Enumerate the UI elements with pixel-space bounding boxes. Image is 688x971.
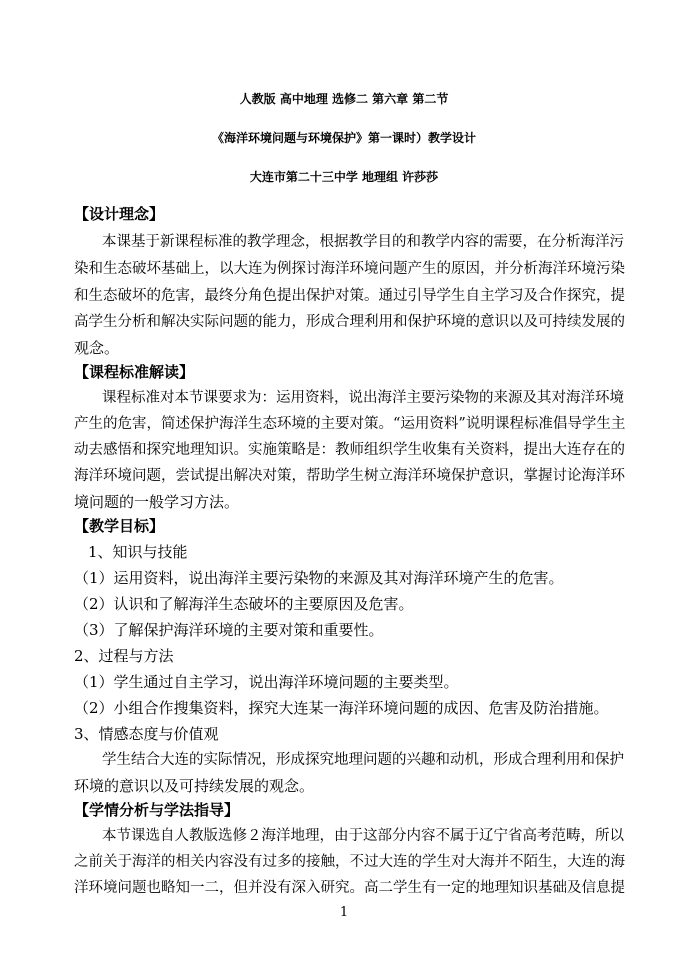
paragraph-line: 学生结合大连的实际情况，形成探究地理问题的兴趣和动机，形成合理利用和保护 [102, 752, 624, 768]
paragraph-line: 境问题的一般学习方法。 [74, 493, 240, 511]
section-heading-design-concept: 【设计理念】 [74, 205, 165, 223]
paragraph-line: 动去感悟和探究地理知识。实施策略是：教师组织学生收集有关资料，提出大连存在的 [74, 442, 625, 458]
paragraph-line: 高学生分析和解决实际问题的能力，形成合理利用和保护环境的意识以及可持续发展的 [74, 314, 625, 330]
list-item: （1）运用资料，说出海洋主要污染物的来源及其对海洋环境产生的危害。 [74, 569, 564, 587]
list-item: （1）学生通过自主学习，说出海洋环境问题的主要类型。 [74, 673, 459, 691]
subsection-title: 1、知识与技能 [88, 543, 188, 561]
paragraph-line: 课程标准对本节课要求为：运用资料，说出海洋主要污染物的来源及其对海洋环境 [102, 390, 624, 406]
title-line-3: 大连市第二十三中学 地理组 许莎莎 [249, 170, 439, 184]
paragraph-line: 染和生态破坏基础上，以大连为例探讨海洋环境问题产生的原因，并分析海洋环境污染 [74, 261, 625, 277]
subsection-title: 3、情感态度与价值观 [74, 725, 219, 743]
page-number: 1 [339, 905, 349, 920]
title-line-2: 《海洋环境问题与环境保护》第一课时）教学设计 [211, 131, 476, 145]
list-item: （2）小组合作搜集资料，探究大连某一海洋环境问题的成因、危害及防治措施。 [74, 699, 609, 717]
list-item: （3）了解保护海洋环境的主要对策和重要性。 [74, 621, 384, 639]
paragraph-line: 本节课选自人教版选修２海洋地理，由于这部分内容不属于辽宁省高考范畴，所以 [102, 828, 624, 844]
section-heading-objectives: 【教学目标】 [74, 517, 165, 535]
title-line-1: 人教版 高中地理 选修二 第六章 第二节 [239, 92, 449, 106]
paragraph-line: 观念。 [74, 339, 120, 357]
subsection-title: 2、过程与方法 [74, 647, 174, 665]
section-heading-standard: 【课程标准解读】 [74, 363, 195, 381]
paragraph-line: 洋环境问题也略知一二，但并没有深入研究。高二学生有一定的地理知识基础及信息提 [74, 880, 625, 896]
paragraph-line: 环境的意识以及可持续发展的观念。 [74, 777, 315, 795]
paragraph-line: 和生态破坏的危害，最终分角色提出保护对策。通过引导学生自主学习及合作探究，提 [74, 288, 625, 304]
paragraph-line: 之前关于海洋的相关内容没有过多的接触，不过大连的学生对大海并不陌生，大连的海 [74, 854, 625, 870]
paragraph-line: 产生的危害，简述保护海洋生态环境的主要对策。“运用资料”说明课程标准倡导学生主 [74, 416, 626, 432]
section-heading-analysis: 【学情分析与学法指导】 [74, 801, 240, 819]
paragraph-line: 本课基于新课程标准的教学理念，根据教学目的和教学内容的需要，在分析海洋污 [102, 234, 624, 250]
list-item: （2）认识和了解海洋生态破坏的主要原因及危害。 [74, 595, 414, 613]
paragraph-line: 海洋环境问题，尝试提出解决对策，帮助学生树立海洋环境保护意识，掌握讨论海洋环 [74, 468, 625, 484]
